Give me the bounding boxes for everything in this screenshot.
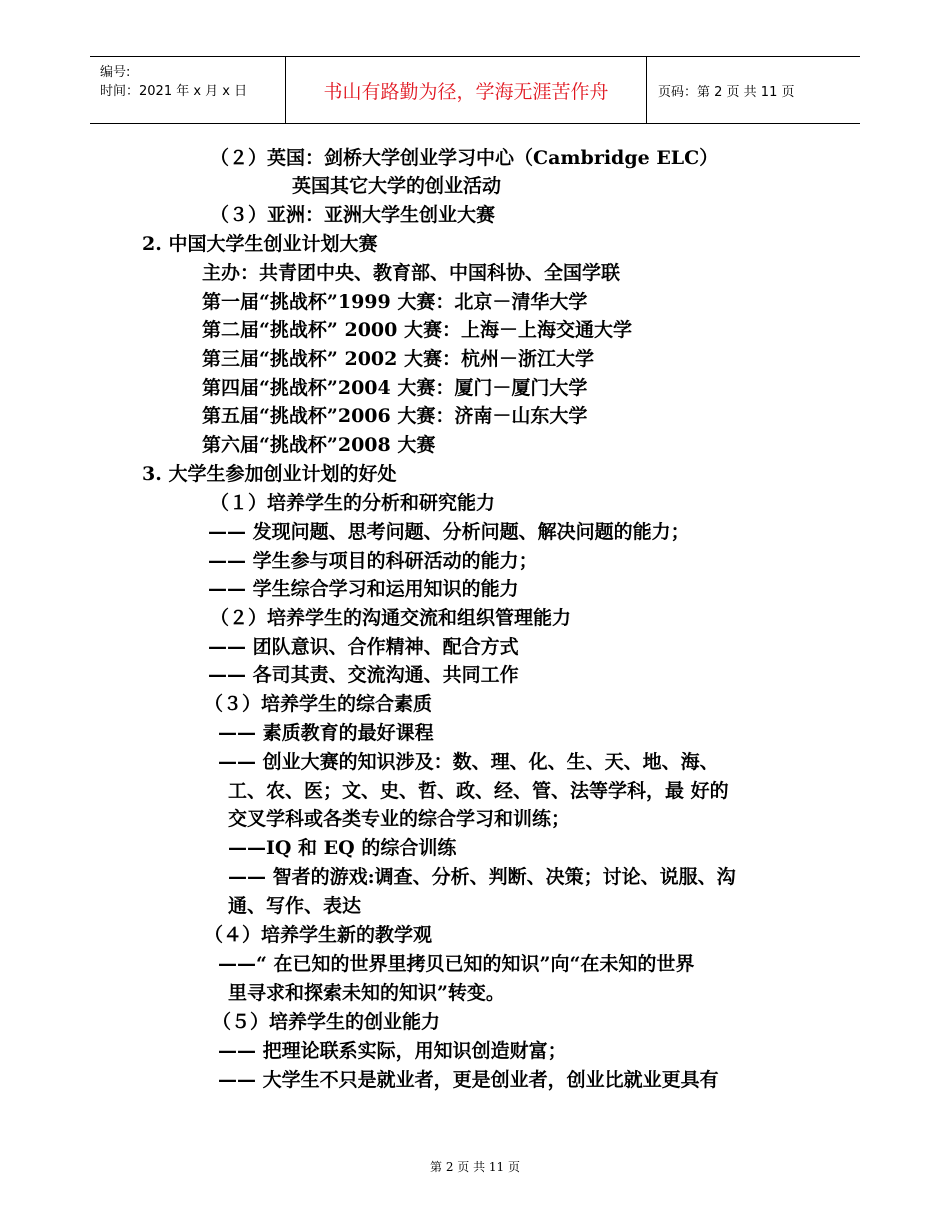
text-line: 里寻求和探索未知的知识”转变。 xyxy=(228,982,505,1004)
motto: 书山有路勤为径，学海无涯苦作舟 xyxy=(323,81,609,103)
text-line: （４）培养学生新的教学观 xyxy=(204,924,433,946)
section-heading: 3. 大学生参加创业计划的好处 xyxy=(142,463,397,485)
text-line: （３）培养学生的综合素质 xyxy=(204,693,433,715)
text-line: ——IQ 和 EQ 的综合训练 xyxy=(228,837,457,859)
header-meta xyxy=(90,57,285,123)
text-line: 英国其它大学的创业活动 xyxy=(292,175,502,197)
page-header xyxy=(90,56,860,124)
text-line: （２）培养学生的沟通交流和组织管理能力 xyxy=(210,607,572,629)
header-motto-cell xyxy=(285,57,647,123)
text-line: —— 智者的游戏:调查、分析、判断、决策；讨论、说服、沟 xyxy=(228,866,736,888)
text-line: ——“ 在已知的世界里拷贝已知的知识”向“在未知的世界 xyxy=(218,953,695,975)
text-line: （５）培养学生的创业能力 xyxy=(212,1011,441,1033)
text-line: （１）培养学生的分析和研究能力 xyxy=(210,492,496,514)
text-line: 第五届“挑战杯”2006 大赛：济南－山东大学 xyxy=(202,405,588,427)
number-label: 编号: xyxy=(100,65,131,80)
section-heading: 2. 中国大学生创业计划大赛 xyxy=(142,233,378,255)
text-line: 第六届“挑战杯”2008 大赛 xyxy=(202,434,436,456)
page-footer: 第 2 页 共 11 页 xyxy=(430,1160,520,1174)
text-line: —— 团队意识、合作精神、配合方式 xyxy=(208,636,519,658)
text-line: —— 发现问题、思考问题、分析问题、解决问题的能力； xyxy=(208,521,690,543)
text-line: —— 学生综合学习和运用知识的能力 xyxy=(208,578,519,600)
page-info: 页码：第 2 页 共 11 页 xyxy=(658,85,795,100)
text-line: —— 各司其责、交流沟通、共同工作 xyxy=(208,664,519,686)
text-line: —— 学生参与项目的科研活动的能力； xyxy=(208,550,538,572)
text-line: 通、写作、表达 xyxy=(228,895,362,917)
text-line: 第四届“挑战杯”2004 大赛：厦门－厦门大学 xyxy=(202,377,588,399)
text-line: （２）英国：剑桥大学创业学习中心（Cambridge ELC） xyxy=(210,147,719,169)
text-line: 交叉学科或各类专业的综合学习和训练； xyxy=(228,808,571,830)
text-line: 第二届“挑战杯” 2000 大赛：上海－上海交通大学 xyxy=(202,319,632,341)
text-line: 工、农、医；文、史、哲、政、经、管、法等学科，最 好的 xyxy=(228,780,729,802)
text-line: —— 创业大赛的知识涉及：数、理、化、生、天、地、海、 xyxy=(218,751,719,773)
text-line: —— 素质教育的最好课程 xyxy=(218,722,434,744)
text-line: 第三届“挑战杯” 2002 大赛：杭州－浙江大学 xyxy=(202,348,594,370)
text-line: —— 把理论联系实际，用知识创造财富； xyxy=(218,1040,567,1062)
text-line: 第一届“挑战杯”1999 大赛：北京－清华大学 xyxy=(202,291,588,313)
text-line: 主办：共青团中央、教育部、中国科协、全国学联 xyxy=(202,262,621,284)
header-page-cell xyxy=(646,57,860,123)
text-line: （３）亚洲：亚洲大学生创业大赛 xyxy=(210,204,496,226)
text-line: —— 大学生不只是就业者，更是创业者，创业比就业更具有 xyxy=(218,1069,719,1091)
time-label: 时间：2021 年 x 月 x 日 xyxy=(100,84,248,99)
